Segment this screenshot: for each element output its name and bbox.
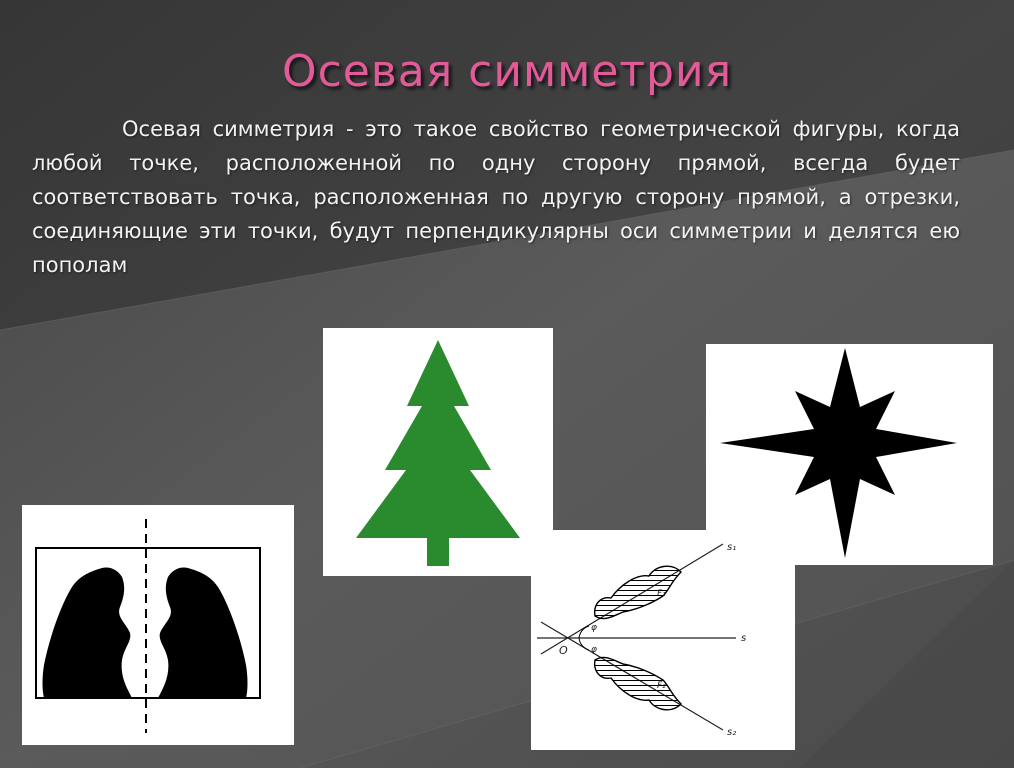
lungs-figure <box>22 505 294 745</box>
label-f1: F₁ <box>657 589 666 599</box>
label-s1: s₁ <box>727 542 737 553</box>
definition-text <box>32 112 960 282</box>
label-f2: F₂ <box>657 681 666 691</box>
tree-figure <box>323 328 553 576</box>
label-s2: s₂ <box>727 727 737 738</box>
reflection-diagram-svg <box>531 530 795 750</box>
lungs-icon <box>22 505 294 745</box>
label-phi-1: φ <box>591 623 597 633</box>
label-phi-2: φ <box>591 645 597 655</box>
label-o: O <box>559 644 568 657</box>
label-s: s <box>741 633 747 644</box>
tree-icon <box>323 328 553 576</box>
definition-text-content: Осевая симметрия - это такое свойство геометрической фигуры, когда любой точке, расположенной по одну сторону прямой, всегда будет соответствовать точка, расположенная по другую сторону прямой, а отрезки, соединяющие эти точки, будут перпендикулярны оси симметрии и делятся ею пополам <box>32 117 960 277</box>
slide-title: Осевая симметрия <box>281 46 733 97</box>
reflection-diagram <box>531 530 795 750</box>
